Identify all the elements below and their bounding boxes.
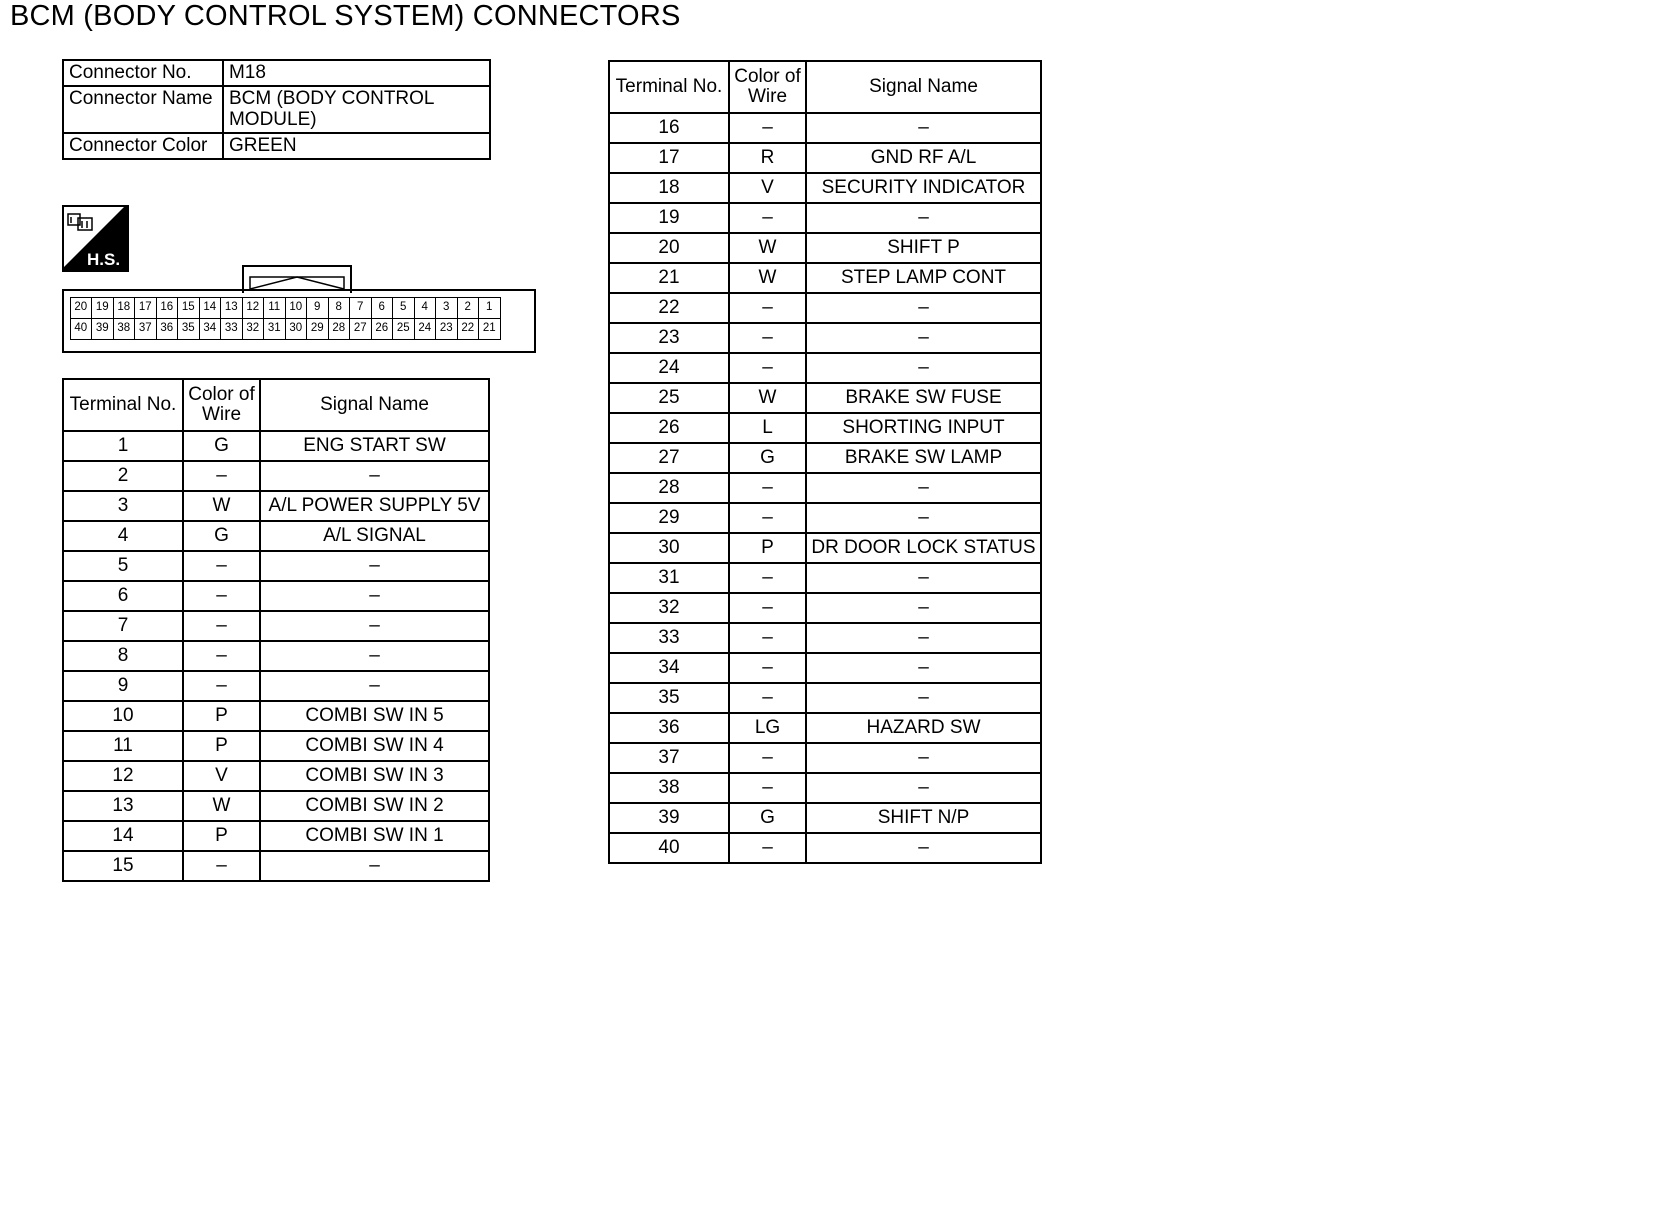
connector-name-label: Connector Name — [63, 86, 223, 133]
table-header-row — [63, 379, 489, 431]
wire-color-cell: – — [729, 653, 806, 683]
terminal-cell: 3 — [63, 491, 183, 521]
table-row — [609, 143, 1041, 173]
connector-no-label: Connector No. — [63, 60, 223, 86]
signal-name-cell: COMBI SW IN 3 — [260, 761, 489, 791]
wire-color-cell: W — [183, 491, 260, 521]
wire-color-cell: P — [183, 821, 260, 851]
signal-name-cell: DR DOOR LOCK STATUS — [806, 533, 1041, 563]
terminal-cell: 34 — [609, 653, 729, 683]
wire-color-cell: W — [183, 791, 260, 821]
table-row — [63, 671, 489, 701]
pin-27: 27 — [349, 318, 372, 340]
table-row — [63, 641, 489, 671]
terminal-cell: 10 — [63, 701, 183, 731]
table-row — [63, 821, 489, 851]
header-terminal: Terminal No. — [609, 61, 729, 113]
pin-8: 8 — [328, 297, 351, 319]
pin-grid — [70, 297, 500, 339]
terminal-cell: 25 — [609, 383, 729, 413]
signal-name-cell: – — [260, 551, 489, 581]
header-color-text: Color of Wire — [188, 384, 255, 425]
table-row — [63, 581, 489, 611]
signal-name-cell: – — [806, 203, 1041, 233]
connector-no-row — [63, 60, 490, 86]
wire-color-cell: G — [183, 521, 260, 551]
signal-name-cell: – — [806, 323, 1041, 353]
signal-name-cell: – — [260, 671, 489, 701]
table-row — [609, 503, 1041, 533]
terminal-cell: 27 — [609, 443, 729, 473]
pin-2: 2 — [457, 297, 480, 319]
terminal-cell: 28 — [609, 473, 729, 503]
header-color-text: Color of Wire — [734, 66, 801, 107]
terminal-cell: 20 — [609, 233, 729, 263]
pin-26: 26 — [371, 318, 394, 340]
harness-side-badge — [62, 205, 129, 272]
signal-name-cell: STEP LAMP CONT — [806, 263, 1041, 293]
pin-38: 38 — [113, 318, 136, 340]
connector-body — [62, 289, 536, 353]
wire-color-cell: P — [729, 533, 806, 563]
wire-color-cell: – — [729, 593, 806, 623]
signal-name-cell: – — [806, 743, 1041, 773]
table-row — [609, 833, 1041, 863]
signal-name-cell: – — [806, 473, 1041, 503]
pin-21: 21 — [478, 318, 501, 340]
wire-color-cell: – — [183, 611, 260, 641]
signal-name-cell: BRAKE SW FUSE — [806, 383, 1041, 413]
terminal-cell: 19 — [609, 203, 729, 233]
table-row — [609, 563, 1041, 593]
table-row — [609, 203, 1041, 233]
pin-1: 1 — [478, 297, 501, 319]
signal-name-cell: – — [260, 611, 489, 641]
wire-color-cell: – — [729, 683, 806, 713]
wire-color-cell: P — [183, 701, 260, 731]
terminal-cell: 6 — [63, 581, 183, 611]
signal-name-cell: – — [806, 773, 1041, 803]
table-row — [609, 623, 1041, 653]
signal-name-cell: – — [260, 641, 489, 671]
signal-name-cell: COMBI SW IN 2 — [260, 791, 489, 821]
page-title: BCM (BODY CONTROL SYSTEM) CONNECTORS — [10, 0, 681, 32]
terminal-cell: 2 — [63, 461, 183, 491]
signal-name-cell: COMBI SW IN 4 — [260, 731, 489, 761]
terminal-cell: 8 — [63, 641, 183, 671]
signal-name-cell: – — [806, 683, 1041, 713]
terminal-cell: 35 — [609, 683, 729, 713]
terminal-cell: 5 — [63, 551, 183, 581]
pin-39: 39 — [91, 318, 114, 340]
pin-11: 11 — [263, 297, 286, 319]
pin-32: 32 — [242, 318, 265, 340]
table-row — [609, 713, 1041, 743]
table-row — [609, 443, 1041, 473]
terminal-cell: 15 — [63, 851, 183, 881]
pin-14: 14 — [199, 297, 222, 319]
signal-name-cell: SHIFT N/P — [806, 803, 1041, 833]
wire-color-cell: – — [729, 113, 806, 143]
signal-name-cell: – — [806, 503, 1041, 533]
pin-34: 34 — [199, 318, 222, 340]
pin-35: 35 — [177, 318, 200, 340]
signal-name-cell: – — [806, 653, 1041, 683]
signal-name-cell: – — [806, 293, 1041, 323]
table-row — [609, 473, 1041, 503]
table-row — [609, 683, 1041, 713]
wire-color-cell: R — [729, 143, 806, 173]
table-row — [609, 353, 1041, 383]
pin-22: 22 — [457, 318, 480, 340]
terminal-table-right — [608, 60, 1042, 864]
table-row — [609, 413, 1041, 443]
table-row — [63, 491, 489, 521]
signal-name-cell: – — [806, 593, 1041, 623]
table-row — [63, 731, 489, 761]
wire-color-cell: G — [729, 443, 806, 473]
pin-33: 33 — [220, 318, 243, 340]
signal-name-cell: A/L POWER SUPPLY 5V — [260, 491, 489, 521]
table-row — [609, 533, 1041, 563]
table-row — [609, 323, 1041, 353]
terminal-cell: 16 — [609, 113, 729, 143]
terminal-cell: 11 — [63, 731, 183, 761]
wire-color-cell: – — [729, 203, 806, 233]
pin-23: 23 — [435, 318, 458, 340]
signal-name-cell: SECURITY INDICATOR — [806, 173, 1041, 203]
signal-name-cell: – — [806, 623, 1041, 653]
connector-info-table — [62, 59, 491, 160]
terminal-cell: 21 — [609, 263, 729, 293]
wire-color-cell: V — [729, 173, 806, 203]
wire-color-cell: – — [729, 743, 806, 773]
terminal-cell: 18 — [609, 173, 729, 203]
table-row — [609, 173, 1041, 203]
pin-36: 36 — [156, 318, 179, 340]
pin-31: 31 — [263, 318, 286, 340]
wire-color-cell: LG — [729, 713, 806, 743]
wire-color-cell: – — [729, 773, 806, 803]
signal-name-cell: COMBI SW IN 1 — [260, 821, 489, 851]
connector-color-row — [63, 133, 490, 159]
pin-24: 24 — [414, 318, 437, 340]
terminal-cell: 40 — [609, 833, 729, 863]
terminal-cell: 24 — [609, 353, 729, 383]
terminal-cell: 29 — [609, 503, 729, 533]
signal-name-cell: GND RF A/L — [806, 143, 1041, 173]
pin-15: 15 — [177, 297, 200, 319]
header-color — [729, 61, 806, 113]
wire-color-cell: – — [729, 293, 806, 323]
terminal-cell: 38 — [609, 773, 729, 803]
header-terminal: Terminal No. — [63, 379, 183, 431]
wire-color-cell: – — [183, 581, 260, 611]
connector-face — [62, 265, 536, 355]
pin-16: 16 — [156, 297, 179, 319]
table-row — [609, 803, 1041, 833]
pin-29: 29 — [306, 318, 329, 340]
pin-7: 7 — [349, 297, 372, 319]
terminal-cell: 32 — [609, 593, 729, 623]
terminal-table-left — [62, 378, 490, 882]
table-row — [609, 263, 1041, 293]
terminal-cell: 14 — [63, 821, 183, 851]
wire-color-cell: – — [183, 851, 260, 881]
table-row — [609, 773, 1041, 803]
connector-color-value: GREEN — [223, 133, 490, 159]
signal-name-cell: – — [260, 581, 489, 611]
signal-name-cell: – — [806, 113, 1041, 143]
terminal-cell: 30 — [609, 533, 729, 563]
wire-color-cell: P — [183, 731, 260, 761]
connector-no-value: M18 — [223, 60, 490, 86]
wire-color-cell: – — [183, 671, 260, 701]
table-row — [609, 233, 1041, 263]
terminal-cell: 33 — [609, 623, 729, 653]
pin-19: 19 — [91, 297, 114, 319]
terminal-cell: 37 — [609, 743, 729, 773]
signal-name-cell: SHIFT P — [806, 233, 1041, 263]
table-row — [63, 851, 489, 881]
terminal-cell: 31 — [609, 563, 729, 593]
header-color — [183, 379, 260, 431]
signal-name-cell: COMBI SW IN 5 — [260, 701, 489, 731]
pin-4: 4 — [414, 297, 437, 319]
table-header-row — [609, 61, 1041, 113]
table-row — [609, 383, 1041, 413]
pin-18: 18 — [113, 297, 136, 319]
signal-name-cell: HAZARD SW — [806, 713, 1041, 743]
wire-color-cell: W — [729, 383, 806, 413]
table-row — [63, 521, 489, 551]
wire-color-cell: – — [729, 503, 806, 533]
table-row — [63, 611, 489, 641]
terminal-cell: 22 — [609, 293, 729, 323]
table-row — [63, 461, 489, 491]
terminal-cell: 7 — [63, 611, 183, 641]
terminal-cell: 17 — [609, 143, 729, 173]
pin-9: 9 — [306, 297, 329, 319]
pin-30: 30 — [285, 318, 308, 340]
table-row — [63, 431, 489, 461]
terminal-cell: 1 — [63, 431, 183, 461]
wire-color-cell: – — [729, 473, 806, 503]
table-row — [609, 113, 1041, 143]
wire-color-cell: – — [729, 563, 806, 593]
signal-name-cell: SHORTING INPUT — [806, 413, 1041, 443]
signal-name-cell: – — [260, 461, 489, 491]
terminal-cell: 4 — [63, 521, 183, 551]
terminal-cell: 26 — [609, 413, 729, 443]
pin-28: 28 — [328, 318, 351, 340]
signal-name-cell: BRAKE SW LAMP — [806, 443, 1041, 473]
pin-17: 17 — [134, 297, 157, 319]
table-row — [609, 743, 1041, 773]
pin-13: 13 — [220, 297, 243, 319]
pin-37: 37 — [134, 318, 157, 340]
terminal-cell: 23 — [609, 323, 729, 353]
signal-name-cell: – — [806, 833, 1041, 863]
terminal-cell: 36 — [609, 713, 729, 743]
wire-color-cell: – — [183, 551, 260, 581]
wire-color-cell: L — [729, 413, 806, 443]
pin-3: 3 — [435, 297, 458, 319]
pin-25: 25 — [392, 318, 415, 340]
terminal-cell: 9 — [63, 671, 183, 701]
table-row — [609, 293, 1041, 323]
signal-name-cell: – — [260, 851, 489, 881]
wire-color-cell: – — [183, 461, 260, 491]
hs-label: H.S. — [87, 250, 121, 269]
wire-color-cell: V — [183, 761, 260, 791]
signal-name-cell: A/L SIGNAL — [260, 521, 489, 551]
table-row — [609, 593, 1041, 623]
wire-color-cell: – — [729, 323, 806, 353]
pin-12: 12 — [242, 297, 265, 319]
pin-10: 10 — [285, 297, 308, 319]
header-signal: Signal Name — [260, 379, 489, 431]
table-row — [63, 761, 489, 791]
table-row — [609, 653, 1041, 683]
wire-color-cell: – — [183, 641, 260, 671]
connector-name-row — [63, 86, 490, 133]
connector-color-label: Connector Color — [63, 133, 223, 159]
signal-name-cell: – — [806, 353, 1041, 383]
table-row — [63, 701, 489, 731]
terminal-cell: 13 — [63, 791, 183, 821]
table-row — [63, 791, 489, 821]
pin-6: 6 — [371, 297, 394, 319]
wire-color-cell: G — [729, 803, 806, 833]
wire-color-cell: G — [183, 431, 260, 461]
table-row — [63, 551, 489, 581]
header-signal: Signal Name — [806, 61, 1041, 113]
wire-color-cell: – — [729, 833, 806, 863]
terminal-cell: 12 — [63, 761, 183, 791]
wire-color-cell: W — [729, 263, 806, 293]
wire-color-cell: – — [729, 353, 806, 383]
connector-name-value: BCM (BODY CONTROL MODULE) — [223, 86, 490, 133]
wire-color-cell: – — [729, 623, 806, 653]
pin-5: 5 — [392, 297, 415, 319]
terminal-cell: 39 — [609, 803, 729, 833]
pin-40: 40 — [70, 318, 93, 340]
pin-20: 20 — [70, 297, 93, 319]
signal-name-cell: – — [806, 563, 1041, 593]
signal-name-cell: ENG START SW — [260, 431, 489, 461]
wire-color-cell: W — [729, 233, 806, 263]
